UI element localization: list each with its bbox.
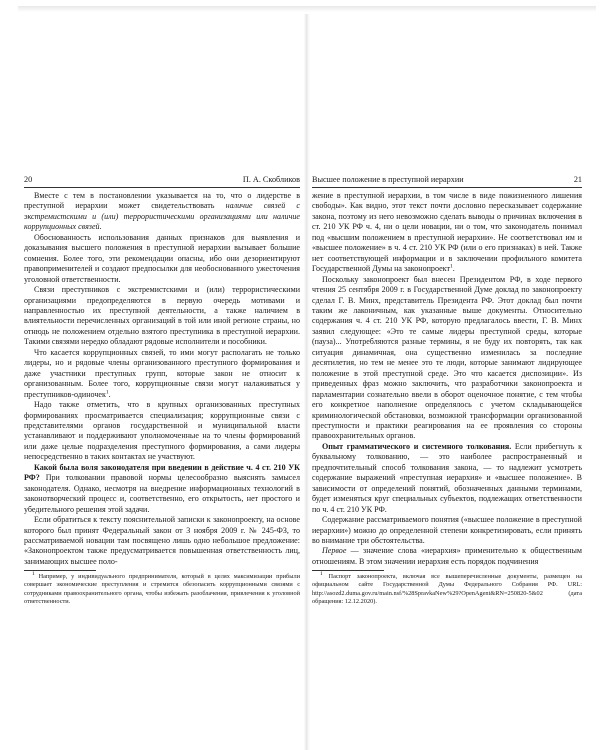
- page-top-shadow: [18, 6, 596, 12]
- left-page-number: 20: [24, 175, 33, 184]
- left-running-head: [24, 174, 300, 188]
- paragraph: Поскольку законопроект был внесен Президентом РФ, в ходе первого чтения 25 сентября 2009 г. в Государственной Думе доклад по законопроекту сделал Г. В. Минх, представитель Президента РФ. Этот доклад был почти таким же лаконичным, как указанные выше документы. Относительно содержания ч. 4 ст. 210 УК РФ, которую предлагалось ввести, Г. В. Минх заявил следующее: «Это те самые лидеры преступной среды, которые (пауза)... Употребляются разные термины, я не буду их повторять, так как ситуация динамичная, она существенно изменилась за последние десятилетия, но тем не менее это те люди, которые занимают лидирующее положение в этой преступной среде. Это что касается диспозиции». Из приведенных фраз можно заключить, что разработчики законопроекта и парламентарии сознательно ввели в оборот оценочное понятие, с тем чтобы его конкретное наполнение определялось с учетом складывающейся криминологической обстановки, возможной трансформации организованной преступности и практики реагирования на ее проявления со стороны правоохранительных органов.: [312, 274, 582, 441]
- paragraph: Опыт грамматического и системного толкования. Если прибегнуть к буквальному толкованию, — это наиболее распространенный и предпочтительный способ толкования закона, — то надлежит усмотреть содержание выражений «преступная иерархия» и «высшее положение». В зависимости от определений понятий, обозначенных данными терминами, будет изменяться круг специальных субъектов, подлежащих ответственности по ч. 4 ст. 210 УК РФ.: [312, 441, 582, 514]
- right-page: [312, 174, 582, 746]
- left-header-author: П. А. Скобликов: [242, 175, 300, 184]
- paragraph: Обоснованность использования данных признаков для выявления и доказывания высшего положения в преступной иерархии вызывает большие сомнения. Более того, эти рекомендации опасны, ибо они дезориентируют правоприменителей и создают предпосылки для необоснованного ужесточения уголовной ответственности.: [24, 232, 300, 284]
- right-body-text: [312, 191, 582, 567]
- paragraph: Связи преступников с экстремистскими и (или) террористическими организациями предопределяются в первую очередь мотивами и направленностью их преступной деятельности, а также наличием в влиятельности перечисленных организаций в той или иной регионе страны, но отнюдь не положением отдельно взятого преступника в преступной иерархии. Такими связями нередко обладают рядовые исполнители и пособники.: [24, 285, 300, 347]
- paragraph: Надо также отметить, что в крупных организованных преступных формированиях просматривается специализация; коррупционные связи с представителями органов государственной и муниципальной власти устанавливают и поддерживают уполномоченные на то члены формирований или даже целые подразделения преступного формирования, а сами лидеры непосредственно в таких контактах не участвуют.: [24, 400, 300, 462]
- right-running-head: [312, 174, 582, 188]
- section-question: Какой была воля законодателя при введении в действие ч. 4 ст. 210 УК РФ?: [24, 462, 300, 483]
- right-page-number: 21: [573, 175, 582, 184]
- footnote: $^1$ Например, у индивидуального предпринимателя, который в целях максимизации прибыли совершает экономические преступления и стремится обезопасить коррупционными связями с сотрудниками правоохранительного органа, чтобы избежать разоблачения, привлечения к уголовной ответственности.: [24, 571, 300, 605]
- paragraph: жение в преступной иерархии, в том числе в виде пожизненного лишения свободы». Как видно, этот текст почти дословно пересказывает содержание закона, поэтому из него невозможно сделать выводы о причинах включения в ст. 210 УК РФ ч. 4, ни о цели новации, ни о том, что законодатель понимал под «высшим положением в преступной иерархии». Не соответствовал им и «высшее положение» в ч. 4 ст. 210 УК РФ (или о его признаках) в ней. Также нет соответствующей информации и в заключении профильного комитета Государственной Думы на законопроект$^1$.: [312, 191, 582, 274]
- paragraph: Что касается коррупционных связей, то ими могут располагать не только лидеры, но и рядовые члены организованного преступного формирования и даже участники преступных групп, которые закон не относит к организованным. Более того, коррупционные связи могут налаживаться у преступников-одиночек$^1$.: [24, 347, 300, 399]
- footnote: $^1$ Паспорт законопроекта, включая все вышеперечисленные документы, размещен на официальном сайте Государственной Думы Федерального Собрания РФ. URL: http://asozd2.duma.gov.ru/main.nsf/%28SpravkaNew%29?OpenAgent&RN=250820-5&02 (дата обращения: 12.12.2020).: [312, 571, 582, 605]
- book-spread: [8, 6, 592, 744]
- paragraph: Если обратиться к тексту пояснительной записки к законопроекту, на основе которого был принят Федеральный закон от 3 ноября 2009 г. № 245-ФЗ, то рассматриваемой новации там посвящено лишь одно небольшое предложение: «Законопроектом также предусматривается повышенная ответственность лиц, занимающих высшее поло-: [24, 515, 300, 566]
- enumeration-lead: Первое: [322, 546, 347, 556]
- book-gutter: [304, 14, 310, 750]
- right-header-title: Высшее положение в преступной иерархии: [312, 175, 464, 184]
- section-heading: Опыт грамматического и системного толкования.: [322, 441, 512, 451]
- emphasis: наличие связей с экстремистскими и (или) террористическими организациями или наличие коррупционных связей: [24, 201, 300, 232]
- footnote-ref: 1: [449, 263, 453, 270]
- paragraph: Первое — значение слова «иерархия» применительно к общественным отношениям. В этом значении иерархия есть порядок подчинения: [312, 546, 582, 566]
- footnote-ref: 1: [105, 388, 109, 395]
- paragraph: Какой была воля законодателя при введении в действие ч. 4 ст. 210 УК РФ? При толковании правовой нормы целесообразно выяснять замысел законодателя. Однако, несмотря на внедрение информационных технологий в законотворческий процесс и, соответственно, его открытость, нет простого и убедительного решения этой задачи.: [24, 462, 300, 514]
- left-body-text: [24, 191, 300, 567]
- left-page: [24, 174, 300, 746]
- paragraph: Вместе с тем в постановлении указывается на то, что о лидерстве в преступной иерархии может свидетельствовать наличие связей с экстремистскими и (или) террористическими организациями или наличие коррупционных связей.: [24, 191, 300, 232]
- paragraph: Содержание рассматриваемого понятия («высшее положение в преступной иерархии») можно до определенной степени конкретизировать, если принять во внимание три обстоятельства.: [312, 515, 582, 545]
